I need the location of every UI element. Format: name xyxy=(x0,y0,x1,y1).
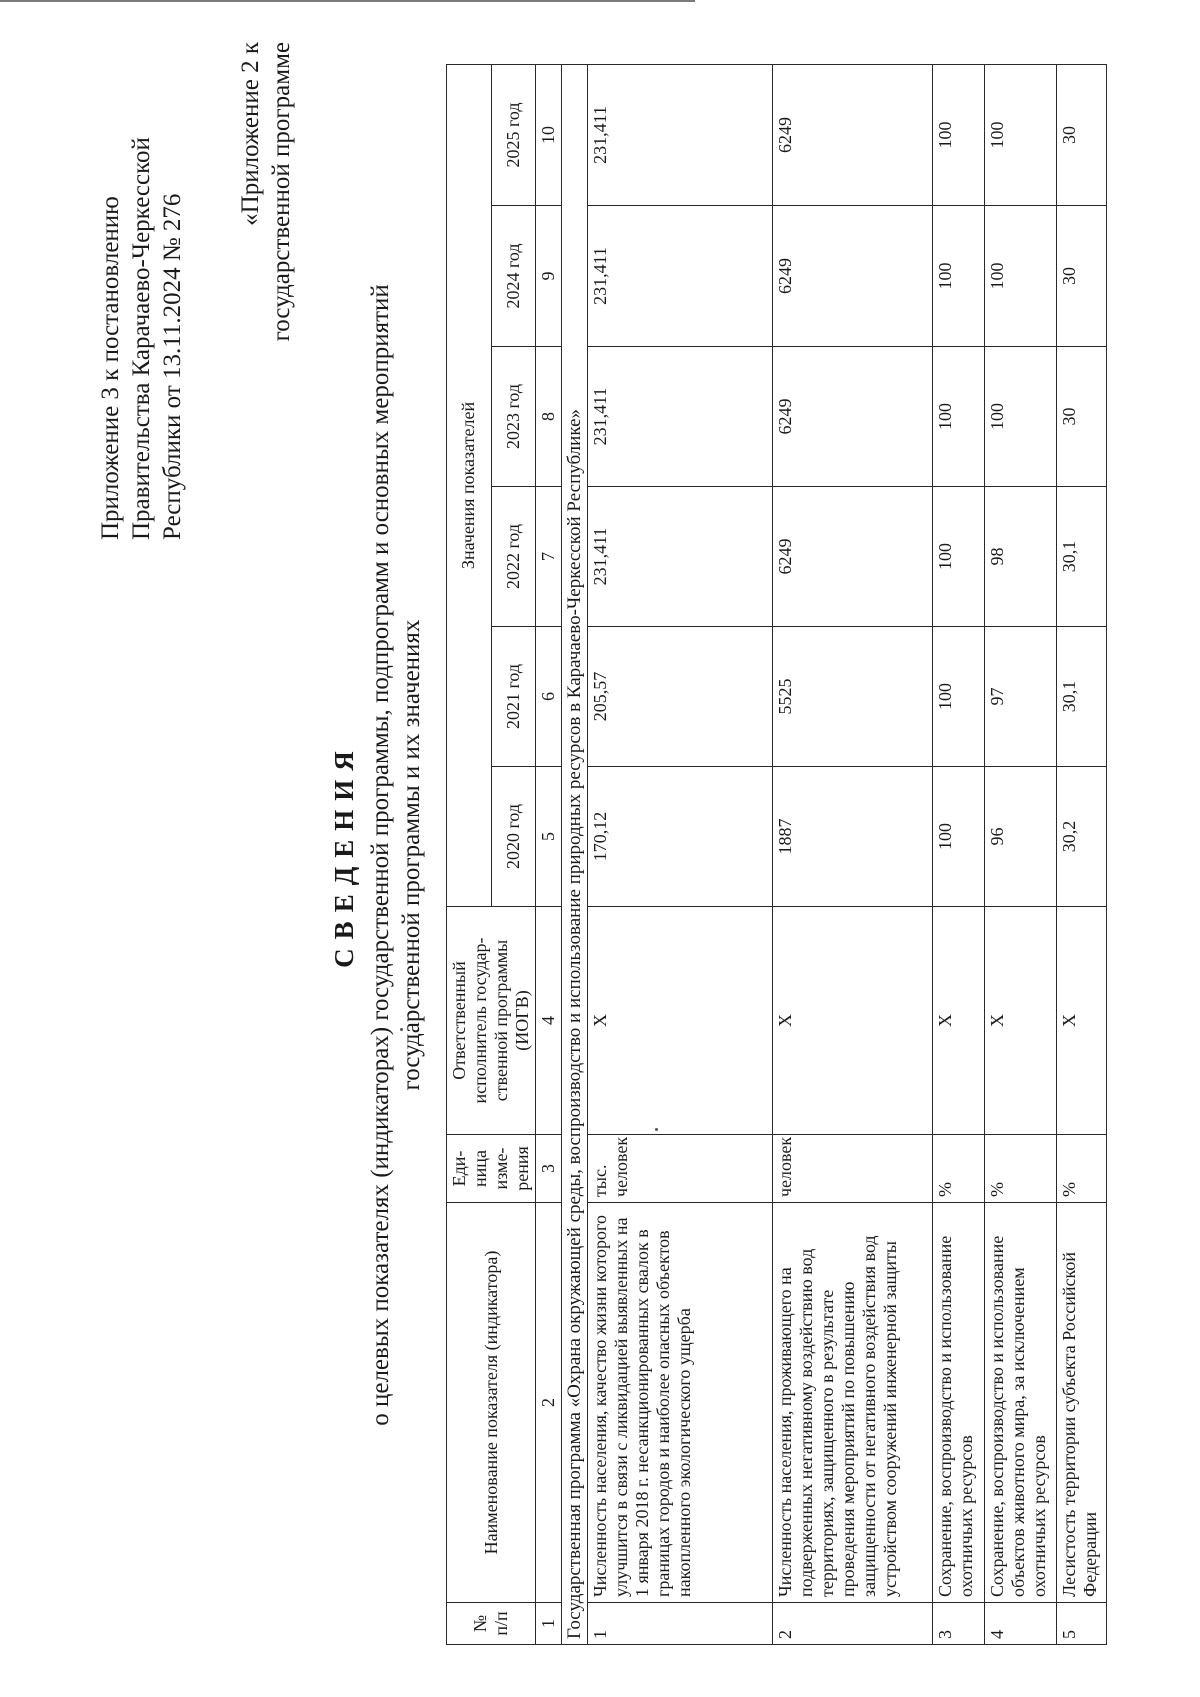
appendix-note-line: «Приложение 2 к xyxy=(237,42,264,226)
approval-line: Приложение 3 к постановлению xyxy=(97,196,124,540)
row-num: 2 xyxy=(773,1603,933,1645)
column-number: 1 xyxy=(536,1603,562,1645)
subtitle-line: государственной программы и их значениях xyxy=(398,619,425,1091)
row-value: 231,411 xyxy=(588,347,773,487)
row-value: 6249 xyxy=(773,206,933,347)
row-name: Численность населения, качество жизни которого улучшится в связи с ликвидацией выявленных на 1 января 2018 г. несанкционированных свалок в границах городов и наиболее опасных объектов накопленного экологического ущерба xyxy=(588,1203,773,1603)
header-name: Наименование показателя (индикатора) xyxy=(447,1203,536,1603)
row-value: 100 xyxy=(985,64,1057,205)
row-value: 30,1 xyxy=(1057,487,1107,627)
row-value: 97 xyxy=(985,627,1057,767)
scan-top-line xyxy=(0,0,695,2)
header-year: 2023 год xyxy=(491,347,536,487)
row-executor: Х xyxy=(1057,907,1107,1135)
header-unit: Еди- ница изме- рения xyxy=(447,1135,536,1203)
document-subtitle xyxy=(365,30,427,1680)
row-executor: Х xyxy=(773,907,933,1135)
table-row xyxy=(985,64,1057,1644)
header-year: 2025 год xyxy=(491,64,536,205)
indicators-table xyxy=(446,64,1107,1645)
row-unit: % xyxy=(985,1135,1057,1203)
row-value: 231,411 xyxy=(588,487,773,627)
column-number: 3 xyxy=(536,1135,562,1203)
appendix-note-line: государственной программе xyxy=(268,42,295,342)
column-number-row xyxy=(536,64,562,1644)
subtitle-line: о целевых показателях (индикаторах) государственной программы, подпрограмм и основных мероприятий xyxy=(367,284,394,1426)
row-value: 96 xyxy=(985,767,1057,907)
column-number: 4 xyxy=(536,907,562,1135)
row-value: 100 xyxy=(985,206,1057,347)
appendix-note xyxy=(235,42,297,341)
document-title: СВЕДЕНИЯ xyxy=(329,742,359,968)
column-number: 6 xyxy=(536,627,562,767)
row-value: 30 xyxy=(1057,206,1107,347)
row-value: 205,57 xyxy=(588,627,773,767)
column-number: 7 xyxy=(536,487,562,627)
row-unit: % xyxy=(933,1135,985,1203)
row-value: 100 xyxy=(933,347,985,487)
section-row xyxy=(562,64,588,1644)
row-executor: Х xyxy=(588,907,773,1135)
header-year: 2022 год xyxy=(491,487,536,627)
row-unit: тыс. человек xyxy=(588,1135,773,1203)
column-number: 8 xyxy=(536,347,562,487)
column-number: 2 xyxy=(536,1203,562,1603)
row-value: 100 xyxy=(985,347,1057,487)
table-row xyxy=(773,64,933,1644)
row-unit: человек xyxy=(773,1135,933,1203)
header-year: 2024 год xyxy=(491,206,536,347)
section-title: Государственная программа «Охрана окружающей среды, воспроизводство и использование природных ресурсов в Карачаево-Черкесской Республике» xyxy=(562,64,588,1644)
row-value: 6249 xyxy=(773,64,933,205)
row-value: 100 xyxy=(933,767,985,907)
approval-block xyxy=(95,137,188,540)
row-name: Численность населения, проживающего на подверженных негативному воздействию вод территориях, защищенного в результате проведения мероприятий по повышению защищенности от негативного воздействия вод устройством сооружений инженерной защиты xyxy=(773,1203,933,1603)
approval-line: Правительства Карачаево-Черкесской xyxy=(128,137,155,540)
rotated-document-sheet xyxy=(20,30,1120,1680)
header-executor: Ответственный исполнитель государ- ственной программы (ИОГВ) xyxy=(447,907,536,1135)
row-value: 100 xyxy=(933,206,985,347)
row-value: 30,2 xyxy=(1057,767,1107,907)
table-row xyxy=(588,64,773,1644)
column-number: 10 xyxy=(536,64,562,205)
header-values-group: Значения показателей xyxy=(447,64,492,906)
row-executor: Х xyxy=(933,907,985,1135)
row-value: 231,411 xyxy=(588,64,773,205)
table-row xyxy=(933,64,985,1644)
row-num: 5 xyxy=(1057,1603,1107,1645)
header-year: 2021 год xyxy=(491,627,536,767)
row-name: Сохранение, воспроизводство и использование охотничьих ресурсов xyxy=(933,1203,985,1603)
row-value: 98 xyxy=(985,487,1057,627)
table-row xyxy=(1057,64,1107,1644)
header-num: № п/п xyxy=(447,1603,536,1645)
row-value: 100 xyxy=(933,487,985,627)
row-unit: % xyxy=(1057,1135,1107,1203)
row-value: 100 xyxy=(933,627,985,767)
row-num: 1 xyxy=(588,1603,773,1645)
row-value: 5525 xyxy=(773,627,933,767)
column-number: 5 xyxy=(536,767,562,907)
row-name: Лесистость территории субъекта Российской Федерации xyxy=(1057,1203,1107,1603)
row-num: 4 xyxy=(985,1603,1057,1645)
approval-line: Республики от 13.11.2024 № 276 xyxy=(159,193,186,540)
row-value: 6249 xyxy=(773,347,933,487)
row-value: 100 xyxy=(933,64,985,205)
row-value: 231,411 xyxy=(588,206,773,347)
row-name: Сохранение, воспроизводство и использование объектов животного мира, за исключением охотничьих ресурсов xyxy=(985,1203,1057,1603)
row-value: 170,12 xyxy=(588,767,773,907)
header-year: 2020 год xyxy=(491,767,536,907)
row-value: 30,1 xyxy=(1057,627,1107,767)
row-executor: Х xyxy=(985,907,1057,1135)
row-value: 6249 xyxy=(773,487,933,627)
row-value: 30 xyxy=(1057,347,1107,487)
row-num: 3 xyxy=(933,1603,985,1645)
column-number: 9 xyxy=(536,206,562,347)
row-value: 30 xyxy=(1057,64,1107,205)
row-value: 1887 xyxy=(773,767,933,907)
